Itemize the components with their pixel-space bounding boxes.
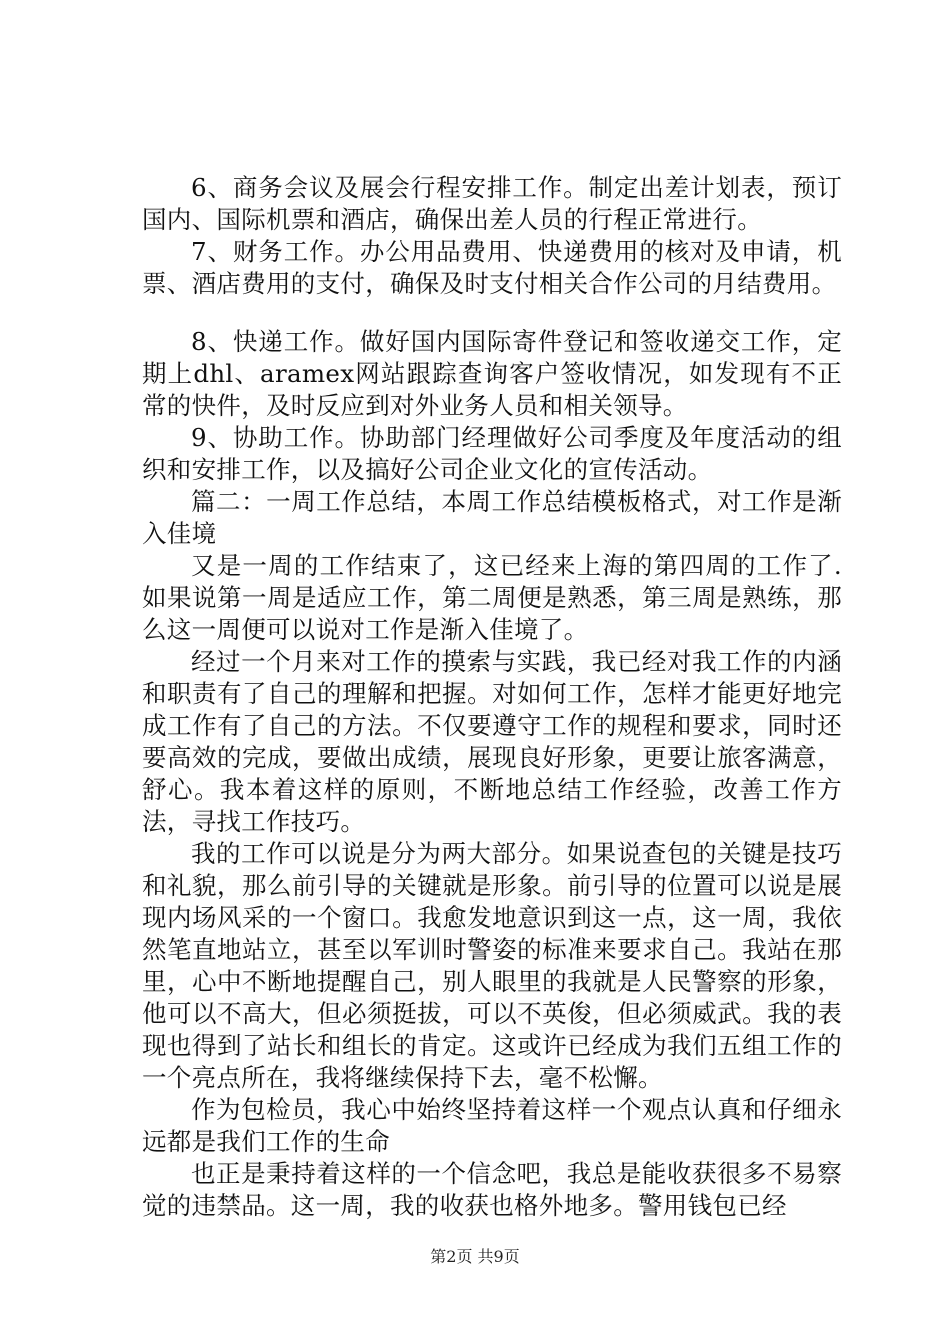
document-body [142, 172, 842, 1222]
paragraph: 也正是秉持着这样的一个信念吧，我总是能收获很多不易察觉的违禁品。这一周，我的收获也格外地多。警用钱包已经 [142, 1159, 842, 1220]
paragraph-item-8: 8、快递工作。做好国内国际寄件登记和签收递交工作，定期上dhl、aramex网站跟踪查询客户签收情况，如发现有不正常的快件，及时反应到对外业务人员和相关领导。 [142, 327, 842, 420]
paragraph: 又是一周的工作结束了，这已经来上海的第四周的工作了.如果说第一周是适应工作，第二周便是熟悉，第三周是熟练，那么这一周便可以说对工作是渐入佳境了。 [142, 551, 842, 644]
paragraph-item-6: 6、商务会议及展会行程安排工作。制定出差计划表，预订国内、国际机票和酒店，确保出差人员的行程正常进行。 [142, 173, 842, 234]
paragraph: 作为包检员，我心中始终坚持着这样一个观点认真和仔细永远都是我们工作的生命 [142, 1095, 842, 1156]
paragraph: 我的工作可以说是分为两大部分。如果说查包的关键是技巧和礼貌，那么前引导的关键就是形象。前引导的位置可以说是展现内场风采的一个窗口。我愈发地意识到这一点，这一周，我依然笔直地站立，甚至以军训时警姿的标准来要求自己。我站在那里，心中不断地提醒自己，别人眼里的我就是人民警察的形象，他可以不高大，但必须挺拔，可以不英俊，但必须威武。我的表现也得到了站长和组长的肯定。这或许已经成为我们五组工作的一个亮点所在，我将继续保持下去，毫不松懈。 [142, 839, 842, 1092]
section-heading: 篇二：一周工作总结，本周工作总结模板格式，对工作是渐入佳境 [142, 487, 842, 548]
paragraph-item-9: 9、协助工作。协助部门经理做好公司季度及年度活动的组织和安排工作，以及搞好公司企业文化的宣传活动。 [142, 423, 842, 484]
paragraph-item-7: 7、财务工作。办公用品费用、快递费用的核对及申请，机票、酒店费用的支付，确保及时支付相关合作公司的月结费用。 [142, 237, 842, 298]
paragraph: 经过一个月来对工作的摸索与实践，我已经对我工作的内涵和职责有了自己的理解和把握。对如何工作，怎样才能更好地完成工作有了自己的方法。不仅要遵守工作的规程和要求，同时还要高效的完成，要做出成绩，展现良好形象，更要让旅客满意，舒心。我本着这样的原则，不断地总结工作经验，改善工作方法，寻找工作技巧。 [142, 647, 842, 836]
page-number-footer: 第2页 共9页 [430, 1247, 520, 1266]
